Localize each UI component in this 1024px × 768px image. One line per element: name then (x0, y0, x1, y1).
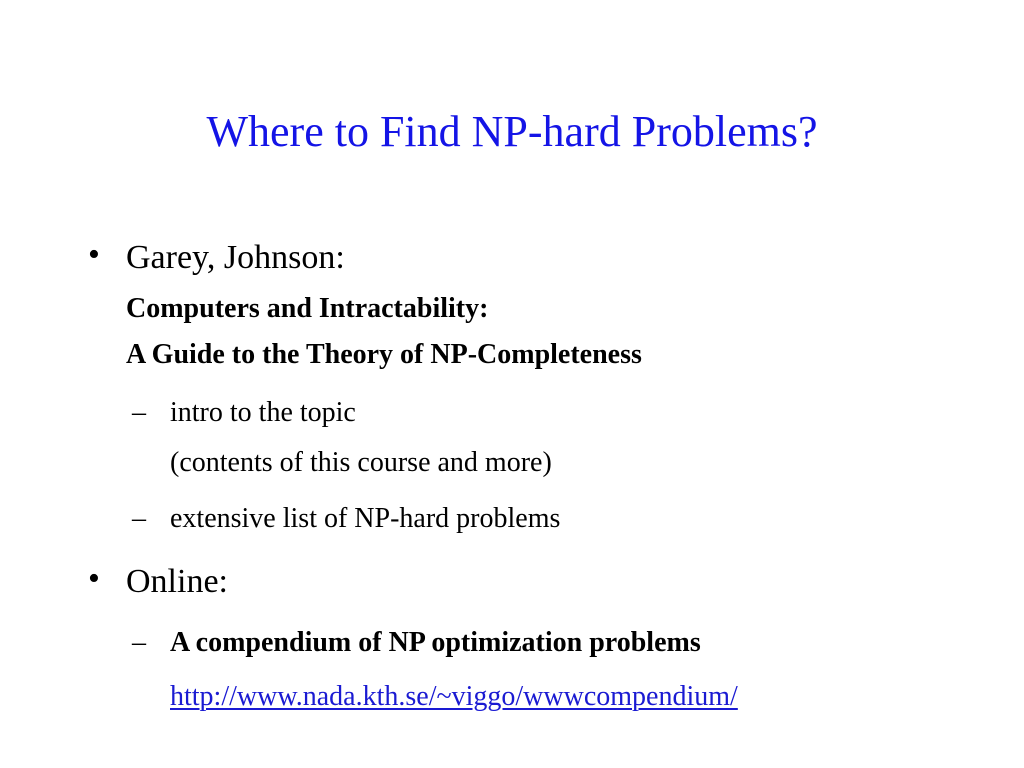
subitem-intro-contents: (contents of this course and more) (170, 447, 552, 478)
dash-mark: – (132, 503, 146, 534)
subitem-compendium: A compendium of NP optimization problems (170, 627, 701, 658)
slide-title: Where to Find NP-hard Problems? (206, 107, 818, 156)
dash-mark: – (132, 397, 146, 428)
bullet-mark: • (88, 236, 100, 273)
book-title-line1: Computers and Intractability: (126, 293, 489, 324)
bullet-mark: • (88, 560, 100, 597)
bullet-garey-johnson: Garey, Johnson: (126, 239, 345, 276)
subitem-extensive-list: extensive list of NP-hard problems (170, 503, 561, 534)
compendium-link[interactable]: http://www.nada.kth.se/~viggo/wwwcompendium/ (170, 681, 738, 712)
dash-mark: – (132, 627, 146, 658)
bullet-online: Online: (126, 563, 228, 600)
book-title-line2: A Guide to the Theory of NP-Completeness (126, 339, 642, 370)
subitem-intro: intro to the topic (170, 397, 356, 428)
